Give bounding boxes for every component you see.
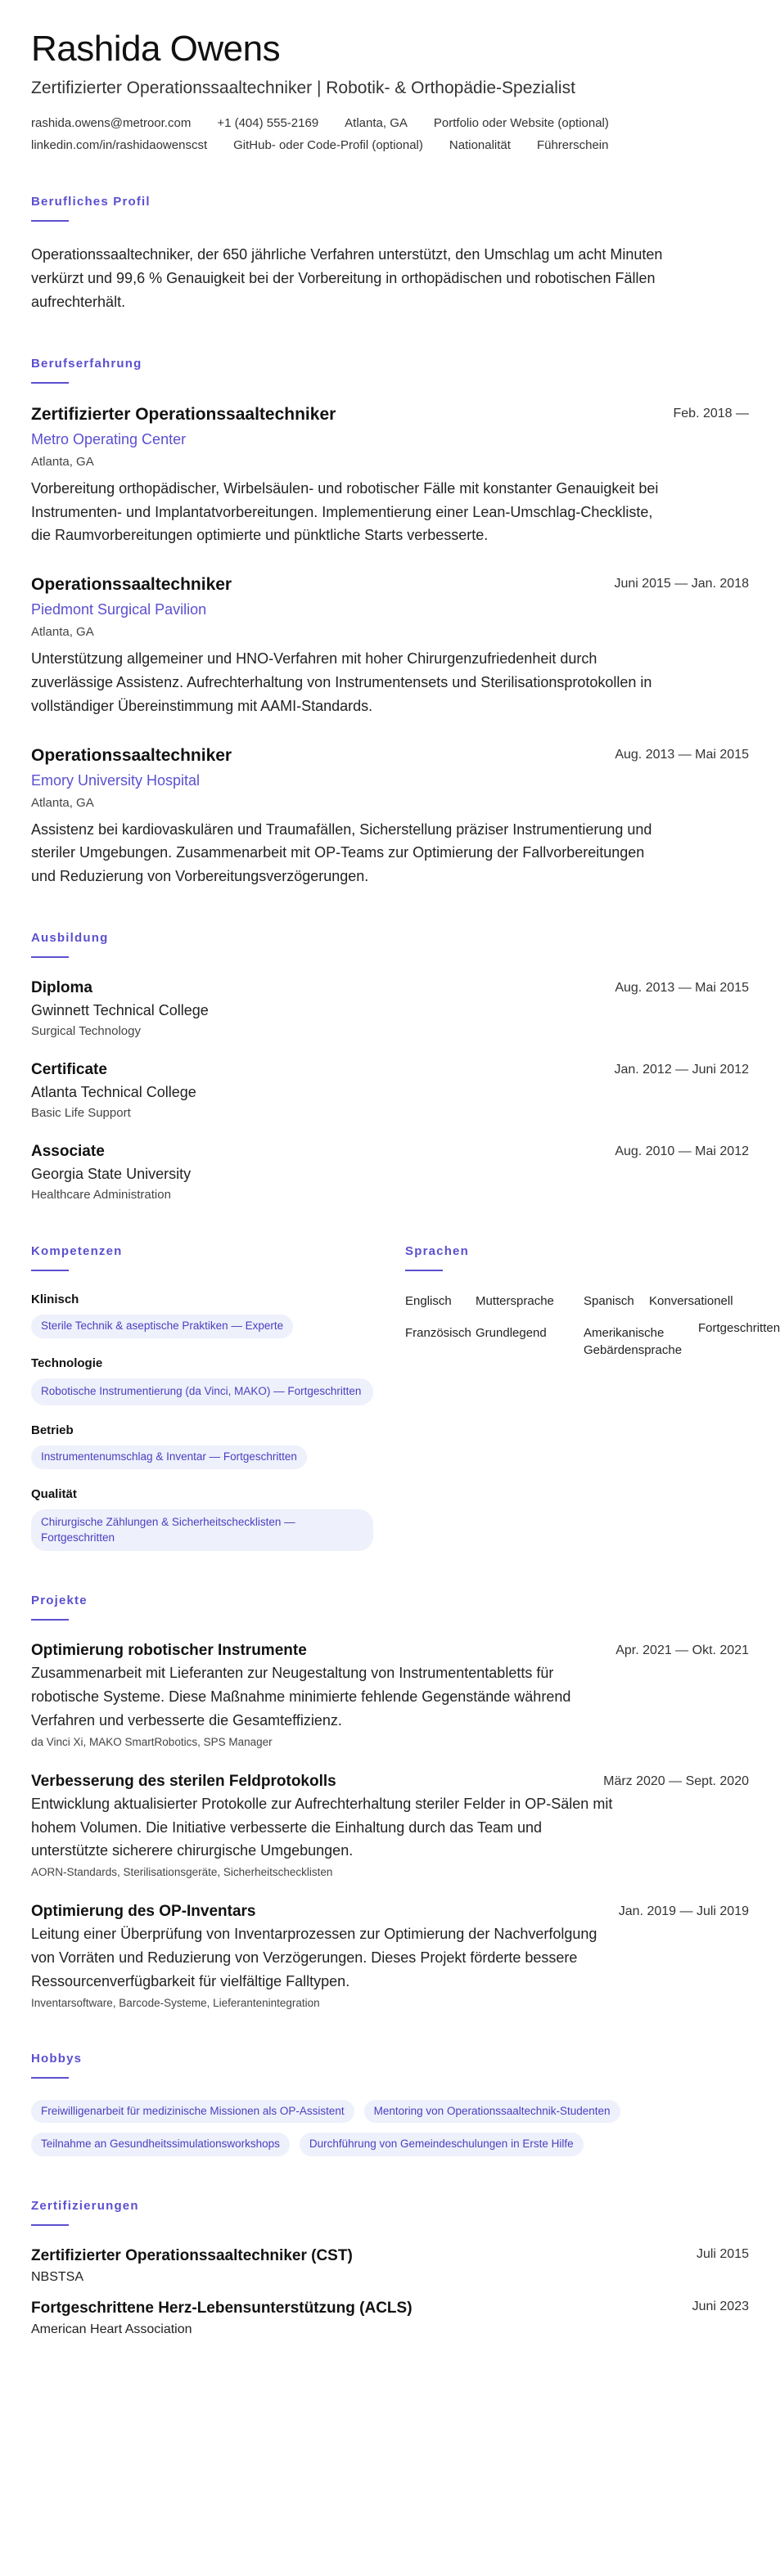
certification-name: Fortgeschrittene Herz-Lebensunterstützung (ACLS): [31, 2300, 413, 2318]
skill-category: Betrieb: [31, 1423, 74, 1437]
language-name: Amerikanische Gebärdensprache: [584, 1325, 683, 1357]
language-name: Englisch: [405, 1293, 452, 1308]
contact-nationality: Nationalität: [449, 138, 511, 153]
project-description: Entwicklung aktualisierter Protokolle zur Aufrechterhaltung steriler Felder in OP-Sälen mit hohem Volumen. Die Initiative verbesserte die Einhaltung durch das Team und unterstützte sicherere chirurgische Umgebungen.: [31, 1795, 613, 1859]
job-date: Aug. 2013 — Mai 2015: [615, 747, 749, 762]
project-tools: AORN-Standards, Sterilisationsgeräte, Sicherheitschecklisten: [31, 1866, 333, 1879]
section-heading: Sprachen: [405, 1243, 469, 1258]
contact-location: Atlanta, GA: [345, 116, 408, 131]
education-entry: [31, 1061, 749, 1120]
education-degree: Associate: [31, 1142, 105, 1160]
section-heading: Projekte: [31, 1594, 88, 1608]
job-title: Zertifizierter Operationssaaltechniker: [31, 404, 336, 424]
skill-group: [31, 1356, 374, 1405]
profile-summary: Operationssaaltechniker, der 650 jährliche Verfahren unterstützt, den Umschlag um acht Minuten verkürzt und 99,6 % Genauigkeit bei der Vorbereitung in orthopädischen und robotischen Fällen aufrechterhält.: [31, 246, 663, 310]
contact-github[interactable]: GitHub- oder Code-Profil (optional): [233, 138, 423, 153]
project-date: März 2020 — Sept. 2020: [603, 1774, 749, 1788]
project-entry: [31, 1773, 749, 1878]
job-entry: [31, 575, 749, 717]
certification-issuer: NBSTSA: [31, 2270, 84, 2285]
certification-name: Zertifizierter Operationssaaltechniker (CST): [31, 2247, 353, 2265]
projects-section: [31, 1594, 749, 2008]
section-divider: [31, 2077, 69, 2079]
project-entry: [31, 1903, 749, 2008]
language-level: Grundlegend: [476, 1325, 547, 1340]
section-divider: [31, 2224, 69, 2226]
skills-languages-row: [31, 1243, 780, 1551]
experience-section: [31, 357, 749, 888]
job-company: Emory University Hospital: [31, 771, 201, 789]
skill-group: [31, 1423, 374, 1469]
section-divider: [31, 220, 69, 222]
section-divider: [405, 1270, 443, 1271]
project-title: Optimierung des OP-Inventars: [31, 1903, 256, 1921]
section-heading: Kompetenzen: [31, 1243, 123, 1258]
certifications-section: [31, 2199, 749, 2337]
hobby-list: [31, 2100, 749, 2157]
job-company: Metro Operating Center: [31, 430, 187, 447]
skill-pill: Chirurgische Zählungen & Sicherheitschecklisten — Fortgeschritten: [31, 1509, 373, 1552]
project-date: Apr. 2021 — Okt. 2021: [615, 1643, 749, 1658]
skill-category: Klinisch: [31, 1292, 79, 1306]
hobby-pill: Mentoring von Operationssaaltechnik-Studenten: [364, 2100, 620, 2124]
job-location: Atlanta, GA: [31, 625, 94, 640]
languages-section: [405, 1243, 780, 1551]
hobbies-section: [31, 2052, 749, 2157]
resume-header: [31, 29, 749, 152]
section-divider: [31, 1270, 69, 1271]
job-title: Operationssaaltechniker: [31, 745, 232, 765]
job-location: Atlanta, GA: [31, 454, 94, 469]
profile-section: [31, 195, 749, 313]
section-heading: Berufserfahrung: [31, 356, 142, 371]
education-field: Healthcare Administration: [31, 1187, 171, 1202]
job-date: Feb. 2018 —: [673, 406, 749, 420]
project-description: Zusammenarbeit mit Lieferanten zur Neugestaltung von Instrumententabletts für robotische Systeme. Diese Maßnahme minimierte fehlende Gegenstände während Verfahren und verbesserte die Gesamteffizienz.: [31, 1665, 571, 1729]
certification-entry: [31, 2300, 749, 2337]
education-school: Gwinnett Technical College: [31, 1001, 209, 1018]
section-divider: [31, 956, 69, 958]
candidate-title: Zertifizierter Operationssaaltechniker | Robotik- & Orthopädie-Spezialist: [31, 79, 575, 98]
contact-email[interactable]: rashida.owens@metroor.com: [31, 116, 192, 131]
skill-category: Qualität: [31, 1486, 77, 1501]
section-divider: [31, 382, 69, 384]
hobby-pill: Durchführung von Gemeindeschulungen in Erste Hilfe: [300, 2133, 584, 2156]
certification-entry: [31, 2247, 749, 2285]
certification-date: Juni 2023: [692, 2300, 749, 2314]
job-date: Juni 2015 — Jan. 2018: [614, 577, 749, 591]
hobby-pill: Teilnahme an Gesundheitssimulationsworkshops: [31, 2133, 290, 2156]
job-description: Unterstützung allgemeiner und HNO-Verfahren mit hoher Chirurgenzufriedenheit durch zuverlässige Assistenz. Aufrechterhaltung von Instrumentensets und Sterilisationsprotokollen in vollständiger Übereinstimmung mit AAMI-Standards.: [31, 650, 652, 714]
certification-date: Juli 2015: [696, 2247, 749, 2262]
skill-group: [31, 1487, 374, 1552]
section-heading: Zertifizierungen: [31, 2199, 139, 2214]
education-entry: [31, 979, 749, 1038]
project-title: Optimierung robotischer Instrumente: [31, 1642, 307, 1660]
education-degree: Certificate: [31, 1060, 107, 1078]
education-degree: Diploma: [31, 978, 92, 996]
skill-pill: Robotische Instrumentierung (da Vinci, MAKO) — Fortgeschritten: [31, 1378, 373, 1405]
project-tools: da Vinci Xi, MAKO SmartRobotics, SPS Manager: [31, 1735, 273, 1748]
job-description: Vorbereitung orthopädischer, Wirbelsäulen- und robotischer Fälle mit konstanter Genauigkeit bei Instrumenten- und Implantatvorbereitungen. Implementierung einer Lean-Umschlag-Checkliste, die Raumvorbereitungen optimierte und pünktliche Starts verbesserte.: [31, 479, 659, 544]
education-field: Basic Life Support: [31, 1105, 131, 1120]
contact-phone[interactable]: +1 (404) 555-2169: [217, 116, 319, 131]
hobby-pill: Freiwilligenarbeit für medizinische Missionen als OP-Assistent: [31, 2100, 354, 2124]
job-entry: [31, 405, 749, 547]
skill-category: Technologie: [31, 1355, 103, 1370]
candidate-name: Rashida Owens: [31, 29, 281, 69]
skill-pill: Instrumentenumschlag & Inventar — Fortgeschritten: [31, 1445, 307, 1469]
job-location: Atlanta, GA: [31, 795, 94, 810]
contact-license: Führerschein: [536, 138, 609, 153]
education-date: Aug. 2010 — Mai 2012: [615, 1144, 749, 1158]
job-entry: [31, 746, 749, 888]
language-name: Spanisch: [584, 1293, 634, 1308]
skills-section: [31, 1244, 374, 1551]
education-date: Jan. 2012 — Juni 2012: [614, 1062, 749, 1077]
project-title: Verbesserung des sterilen Feldprotokolls: [31, 1772, 336, 1790]
project-entry: [31, 1642, 749, 1747]
project-tools: Inventarsoftware, Barcode-Systeme, Lieferantenintegration: [31, 1996, 320, 2009]
section-heading: Ausbildung: [31, 930, 109, 945]
section-heading: Berufliches Profil: [31, 195, 151, 209]
contact-portfolio[interactable]: Portfolio oder Website (optional): [433, 116, 609, 131]
certification-issuer: American Heart Association: [31, 2322, 192, 2337]
project-description: Leitung einer Überprüfung von Inventarprozessen zur Optimierung der Nachverfolgung von Vorräten und Reduzierung von Verzögerungen. Dieses Projekt förderte bessere Ressourcenverfügbarkeit für vielfältige Falltypen.: [31, 1926, 597, 1989]
section-heading: Hobbys: [31, 2051, 83, 2066]
language-level: Fortgeschritten: [698, 1320, 780, 1335]
job-company: Piedmont Surgical Pavilion: [31, 601, 207, 618]
section-divider: [31, 1619, 69, 1621]
job-title: Operationssaaltechniker: [31, 575, 232, 595]
contact-linkedin[interactable]: linkedin.com/in/rashidaowenscst: [31, 138, 208, 153]
skill-group: [31, 1292, 374, 1338]
education-entry: [31, 1143, 749, 1202]
project-date: Jan. 2019 — Juli 2019: [618, 1904, 749, 1919]
contact-info: [31, 116, 749, 152]
education-date: Aug. 2013 — Mai 2015: [615, 980, 749, 995]
education-school: Atlanta Technical College: [31, 1083, 196, 1100]
education-school: Georgia State University: [31, 1165, 192, 1182]
language-level: Konversationell: [649, 1293, 733, 1308]
language-level: Muttersprache: [476, 1293, 554, 1308]
skill-pill: Sterile Technik & aseptische Praktiken — Experte: [31, 1315, 293, 1338]
language-name: Französisch: [405, 1325, 471, 1340]
education-section: [31, 931, 749, 1202]
education-field: Surgical Technology: [31, 1023, 141, 1038]
job-description: Assistenz bei kardiovaskulären und Traumafällen, Sicherstellung präziser Instrumentierung und steriler Umgebungen. Zusammenarbeit mit OP-Teams zur Optimierung der Fallvorbereitungen und Reduzierung von Vorbereitungsverzögerungen.: [31, 820, 652, 885]
